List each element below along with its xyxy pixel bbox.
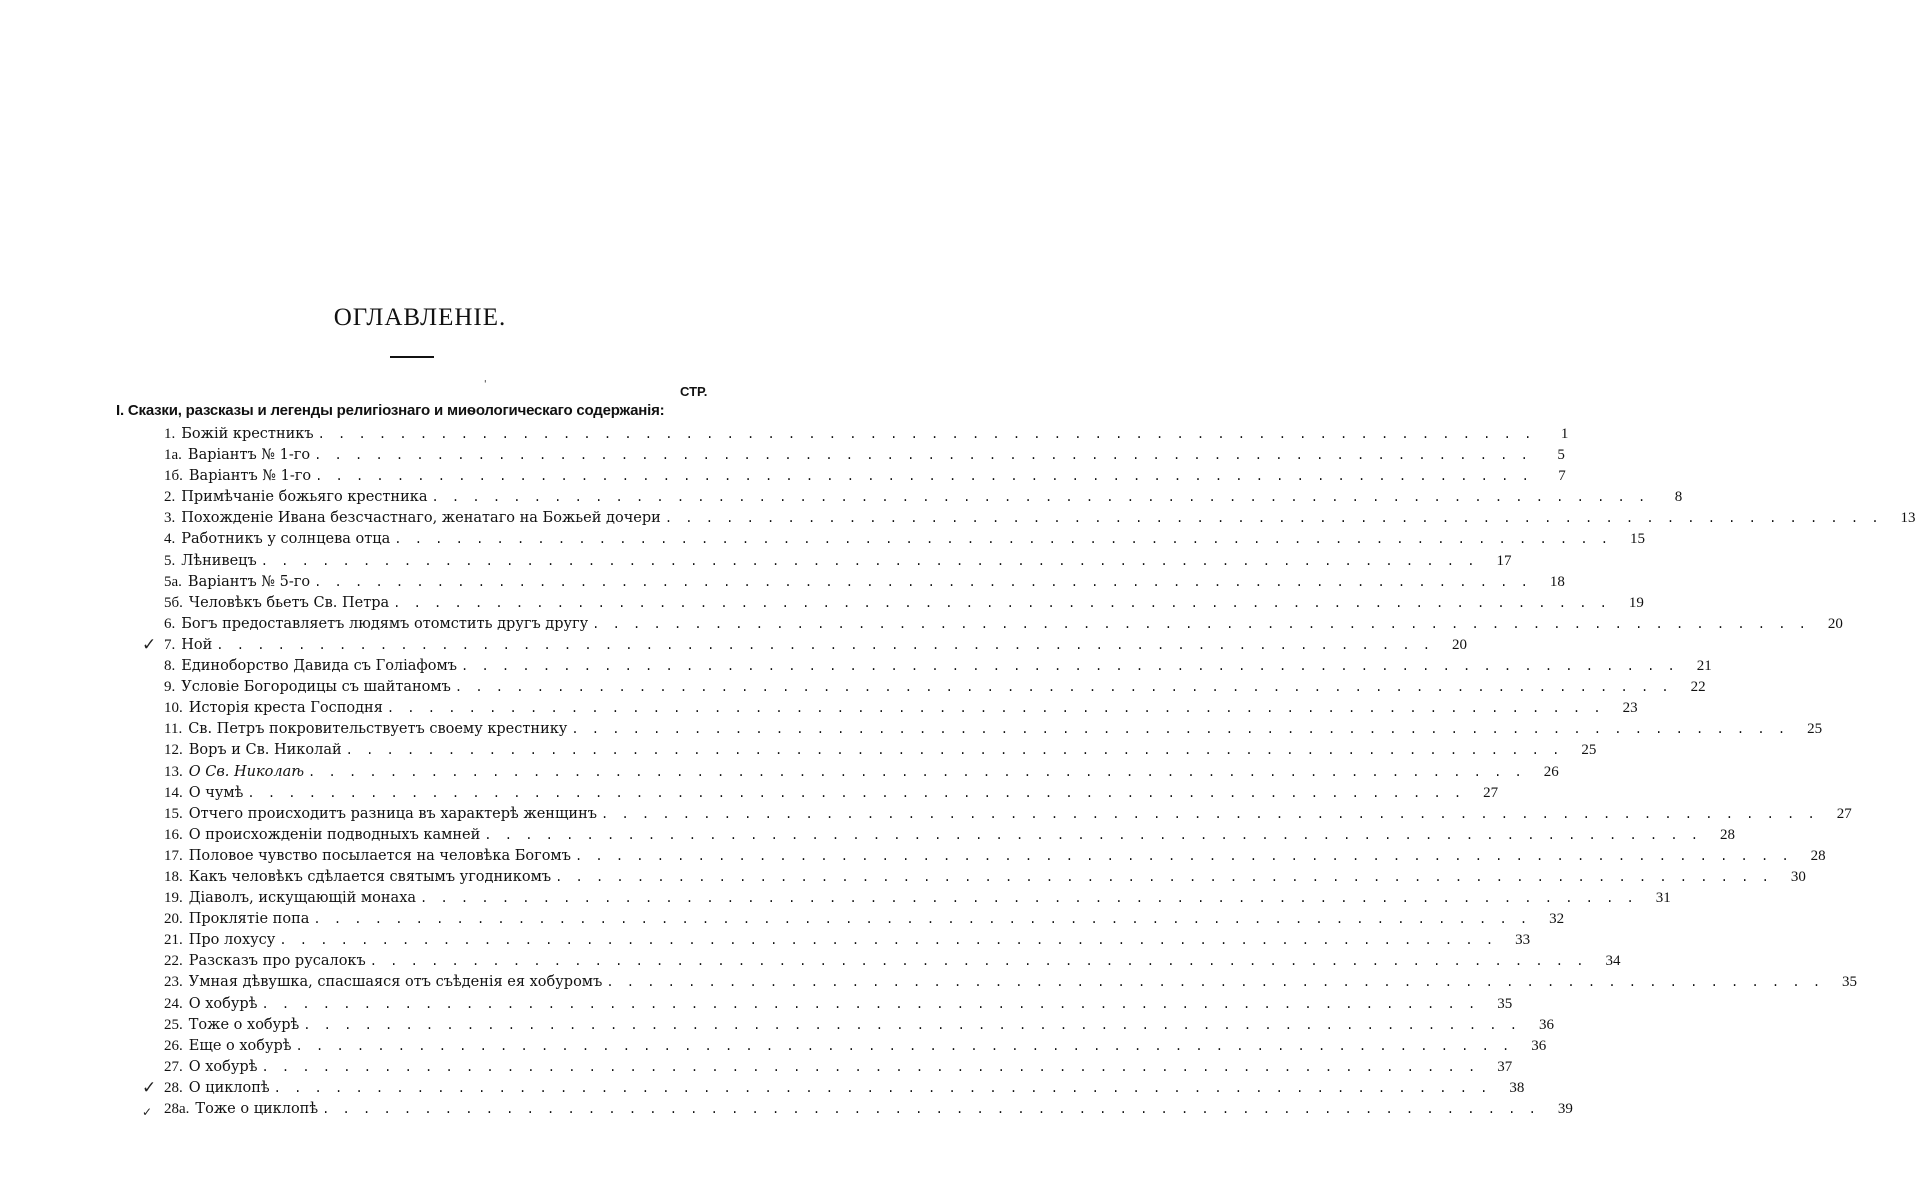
- toc-entry[interactable]: [164, 846, 1826, 867]
- entry-page: 18: [1549, 573, 1565, 590]
- entry-title: Тоже о циклопѣ: [195, 1101, 319, 1117]
- entry-page: 17: [1496, 552, 1512, 569]
- toc-entry[interactable]: [164, 656, 1712, 677]
- dot-leader: [314, 445, 1531, 466]
- entry-number: 11.: [164, 721, 183, 738]
- entry-number: 24.: [164, 995, 183, 1012]
- entry-title: О хобурѣ: [188, 995, 258, 1012]
- entry-number: 3.: [164, 510, 176, 527]
- entry-title: О Св. Николаѣ: [188, 763, 305, 780]
- toc-entry[interactable]: [164, 551, 1512, 572]
- toc-entry[interactable]: [164, 445, 1565, 466]
- entry-number: 1б.: [164, 468, 183, 485]
- entry-number: 4.: [164, 531, 176, 548]
- entry-page: 35: [1497, 995, 1513, 1012]
- toc-entry[interactable]: [164, 1015, 1554, 1036]
- dot-leader: [370, 951, 1587, 972]
- toc-entry[interactable]: [164, 572, 1565, 593]
- entry-title: Ной: [181, 636, 213, 653]
- toc-entry[interactable]: [164, 740, 1597, 761]
- entry-page: 32: [1549, 911, 1565, 928]
- entry-title: Варіантъ № 1-го: [188, 468, 312, 485]
- entry-title: Умная дѣвушка, спасшаяся отъ съѣденія ея хобуромъ: [188, 974, 603, 991]
- toc-entry[interactable]: [142, 634, 1468, 656]
- dot-leader: [216, 635, 1433, 656]
- dot-leader: [247, 783, 1464, 804]
- entry-page: 20: [1452, 636, 1468, 653]
- toc-entry[interactable]: [164, 888, 1671, 909]
- dot-leader: [261, 551, 1478, 572]
- entry-number: 21.: [164, 932, 183, 949]
- entry-page: 35: [1842, 974, 1858, 991]
- entry-number: 10.: [164, 700, 183, 717]
- entry-number: 19.: [164, 890, 183, 907]
- dot-leader: [484, 825, 1701, 846]
- toc-entry[interactable]: [164, 719, 1823, 740]
- toc-entry[interactable]: [164, 698, 1638, 719]
- entry-page: 15: [1630, 531, 1646, 548]
- dot-leader: [279, 930, 1496, 951]
- entry-title: О хобурѣ: [188, 1058, 258, 1075]
- dot-leader: [606, 972, 1823, 993]
- entry-title: Какъ человѣкъ сдѣлается святымъ угодникомъ: [188, 868, 552, 885]
- toc-entry[interactable]: [164, 593, 1644, 614]
- dot-leader: [261, 994, 1478, 1015]
- entry-title: Тоже о хобурѣ: [188, 1016, 300, 1033]
- toc-entry[interactable]: [164, 804, 1852, 825]
- dot-leader: [322, 1099, 1539, 1120]
- entry-page: 21: [1696, 658, 1712, 675]
- entry-number: 15.: [164, 805, 183, 822]
- entry-number: 9.: [164, 679, 176, 696]
- handwritten-check-icon: ✓: [142, 1105, 153, 1119]
- handwritten-check-icon: ✓: [142, 1077, 157, 1098]
- toc-entry[interactable]: [142, 1099, 1573, 1120]
- dot-leader: [455, 677, 1672, 698]
- toc-entry[interactable]: [164, 487, 1683, 508]
- entry-title: Человѣкъ бьетъ Св. Петра: [188, 594, 390, 611]
- toc-entry[interactable]: [164, 677, 1706, 698]
- entry-page: 33: [1515, 932, 1531, 949]
- dot-leader: [315, 466, 1532, 487]
- entry-title: Варіантъ № 1-го: [187, 447, 311, 464]
- entry-page: 37: [1497, 1058, 1513, 1075]
- entry-page: 25: [1807, 721, 1823, 738]
- entry-title: О циклопѣ: [188, 1079, 270, 1096]
- toc-entry[interactable]: [164, 466, 1566, 487]
- entry-page: 13: [1900, 510, 1916, 527]
- entry-number: 25.: [164, 1016, 183, 1033]
- entry-number: 1.: [164, 426, 176, 442]
- dot-leader: [555, 867, 1772, 888]
- dot-leader: [261, 1057, 1478, 1078]
- entry-page: 5: [1557, 447, 1565, 464]
- entry-page: 26: [1543, 763, 1559, 780]
- toc-entry[interactable]: [164, 783, 1499, 804]
- toc-entry[interactable]: [164, 1057, 1513, 1078]
- entry-number: 22.: [164, 953, 183, 970]
- toc-entry[interactable]: [164, 424, 1569, 445]
- entry-number: 5б.: [164, 594, 183, 611]
- dot-leader: [665, 508, 1882, 529]
- entry-title: Воръ и Св. Николай: [188, 742, 342, 759]
- entry-number: 16.: [164, 826, 183, 843]
- entry-title: Похожденіе Ивана безсчастнаго, женатаго на Божьей дочери: [181, 510, 661, 527]
- entry-page: 22: [1690, 679, 1706, 696]
- entry-number: 26.: [164, 1037, 183, 1054]
- toc-entry[interactable]: [164, 930, 1531, 951]
- entry-title: Отчего происходитъ разница въ характерѣ женщинъ: [188, 805, 597, 822]
- entry-title: Діаволъ, искущающій монаха: [188, 890, 417, 907]
- toc-entry[interactable]: [142, 1077, 1525, 1099]
- toc-entry[interactable]: [164, 867, 1806, 888]
- entry-title: Еще о хобурѣ: [188, 1037, 292, 1054]
- entry-title: Про лохусу: [188, 932, 276, 949]
- entry-title: Исторія креста Господня: [188, 700, 383, 717]
- toc-entry[interactable]: [164, 994, 1513, 1015]
- handwritten-check-icon: ✓: [142, 634, 157, 655]
- dot-leader: [393, 593, 1610, 614]
- title-underline: [390, 356, 434, 358]
- entry-page: 39: [1557, 1101, 1573, 1117]
- entry-number: 5а.: [164, 573, 182, 590]
- entry-number: 13.: [164, 763, 183, 780]
- toc-entry[interactable]: [164, 614, 1843, 635]
- entry-number: 28.: [164, 1079, 183, 1096]
- entry-number: 18.: [164, 868, 183, 885]
- entry-title: Условіе Богородицы съ шайтаномъ: [181, 679, 451, 696]
- entry-number: 28а.: [164, 1101, 190, 1117]
- entry-number: 8.: [164, 658, 176, 675]
- entry-page: 1: [1560, 426, 1569, 442]
- dot-leader: [575, 846, 1792, 867]
- entry-page: 25: [1581, 742, 1597, 759]
- entry-title: Богъ предоставляетъ людямъ отомстить другъ другу: [181, 615, 589, 632]
- entry-page: 20: [1827, 615, 1843, 632]
- entry-title: Примѣчаніе божьяго крестника: [181, 489, 428, 506]
- entry-title: Лѣнивецъ: [181, 552, 257, 569]
- dot-leader: [592, 614, 1809, 635]
- toc-entry[interactable]: [164, 972, 1858, 993]
- entry-page: 19: [1628, 594, 1644, 611]
- entry-number: 14.: [164, 784, 183, 801]
- dot-leader: [387, 698, 1604, 719]
- entry-page: 38: [1509, 1079, 1525, 1096]
- dot-leader: [313, 909, 1530, 930]
- toc-entry[interactable]: [164, 762, 1559, 783]
- dot-leader: [394, 529, 1611, 550]
- entry-number: 23.: [164, 974, 183, 991]
- section-heading: I. Сказки, разсказы и легенды религіознаго и миѳологическаго содержанія:: [116, 402, 665, 419]
- entry-page: 34: [1605, 953, 1621, 970]
- toc-entry[interactable]: [164, 825, 1736, 846]
- entry-title: Единоборство Давида съ Голіафомъ: [181, 658, 458, 675]
- entry-title: Разсказъ про русалокъ: [188, 953, 366, 970]
- entry-number: 17.: [164, 847, 183, 864]
- entry-title: Св. Петръ покровительствуетъ своему крестнику: [188, 721, 568, 738]
- entry-number: 27.: [164, 1058, 183, 1075]
- dot-leader: [296, 1036, 1513, 1057]
- entry-page: 30: [1790, 868, 1806, 885]
- entry-page: 36: [1531, 1037, 1547, 1054]
- toc-entry[interactable]: [164, 508, 1916, 529]
- dot-leader: [571, 719, 1788, 740]
- entry-page: 36: [1538, 1016, 1554, 1033]
- dot-leader: [274, 1078, 1491, 1099]
- dot-leader: [420, 888, 1637, 909]
- entry-page: 27: [1483, 784, 1499, 801]
- entry-title: О чумѣ: [188, 784, 244, 801]
- dot-leader: [318, 424, 1535, 445]
- dot-leader: [308, 762, 1525, 783]
- entry-number: 5.: [164, 552, 176, 569]
- toc-entry[interactable]: [164, 1036, 1547, 1057]
- page-title: ОГЛАВЛЕНІЕ.: [333, 304, 507, 331]
- toc-entry[interactable]: [164, 529, 1646, 550]
- entry-number: 20.: [164, 911, 183, 928]
- dot-leader: [303, 1015, 1520, 1036]
- entry-title: Варіантъ № 5-го: [187, 573, 311, 590]
- entry-number: 12.: [164, 742, 183, 759]
- dot-leader: [314, 572, 1531, 593]
- entry-number: 7.: [164, 636, 176, 653]
- dot-leader: [431, 487, 1648, 508]
- entry-page: 28: [1720, 826, 1736, 843]
- entry-number: 6.: [164, 615, 176, 632]
- toc-entry[interactable]: [164, 951, 1621, 972]
- entry-page: 8: [1674, 489, 1683, 506]
- entry-page: 31: [1655, 890, 1671, 907]
- entry-title: Работникъ у солнцева отца: [181, 531, 391, 548]
- entry-title: О происхожденіи подводныхъ камней: [188, 826, 481, 843]
- dot-leader: [461, 656, 1678, 677]
- page-column-label: СТР.: [680, 384, 708, 399]
- entry-page: 23: [1622, 700, 1638, 717]
- entry-title: Проклятіе попа: [188, 911, 310, 928]
- entry-number: 1а.: [164, 447, 182, 464]
- entry-page: 28: [1810, 847, 1826, 864]
- entry-page: 27: [1836, 805, 1852, 822]
- entry-page: 7: [1558, 468, 1566, 485]
- dot-leader: [346, 740, 1563, 761]
- entry-title: Половое чувство посылается на человѣка Богомъ: [188, 847, 571, 864]
- dot-leader: [601, 804, 1818, 825]
- entry-title: Божій крестникъ: [181, 426, 314, 442]
- toc-entry[interactable]: [164, 909, 1565, 930]
- table-of-contents: [142, 424, 1916, 1120]
- entry-number: 2.: [164, 489, 176, 506]
- ink-speck: ': [484, 380, 487, 390]
